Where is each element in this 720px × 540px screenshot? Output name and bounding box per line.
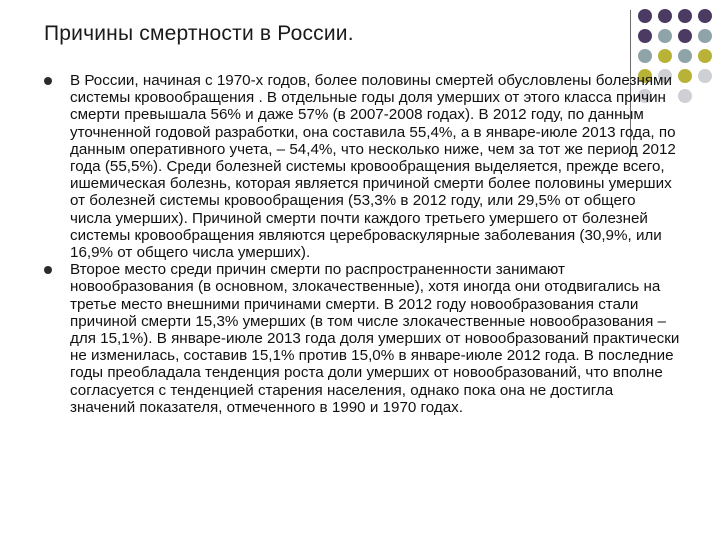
bullet-text: В России, начиная с 1970-х годов, более половины смертей обусловлены болезнями системы кровообращения . В отдельные годы доля умерших от этого класса причин смерти превышала 56% и даже 57% (в 2007-2008 годах). В 2012 году, по данным уточненной годовой разработки, она составила 55,4%, а в январе-июле 2013 года, по данным оперативного учета, – 54,4%, что несколько ниже, чем за тот же период 2012 года (55,5%). Среди болезней системы кровообращения выделяется, прежде всего, ишемическая болезнь, которая является причиной смерти более половины умерших от болезней системы кровообращения (53,3% в 2012 году, или 29,5% от общего числа умерших). Причиной смерти почти каждого третьего умершего от болезней системы кровообращения являются цереброваскулярные заболевания (30,9%, или 16,9% от общего числа умерших).: [70, 72, 676, 262]
bullet-icon: [44, 266, 52, 274]
bullet-icon: [44, 77, 52, 85]
slide-title: Причины смертности в России.: [44, 22, 354, 45]
decorative-dot: [658, 29, 672, 43]
decorative-dot: [658, 9, 672, 23]
decorative-dot: [678, 89, 692, 103]
decorative-dot: [678, 69, 692, 83]
decorative-dot: [658, 49, 672, 63]
decorative-dot: [698, 49, 712, 63]
decorative-dot: [698, 69, 712, 83]
decorative-dot: [698, 9, 712, 23]
slide-body: [44, 72, 680, 416]
decorative-dot: [678, 49, 692, 63]
decorative-dot: [678, 9, 692, 23]
decorative-dot: [698, 29, 712, 43]
bullet-item-cardiovascular: [44, 72, 680, 261]
bullet-text: Второе место среди причин смерти по распространенности занимают новообразования (в основном, злокачественные), хотя иногда они отодвигались на третье место внешними причинами смерти. В 2012 году новообразования стали причиной смерти 15,3% умерших (в том числе злокачественные новообразования – для 15,1%). В январе-июле 2013 года доля умерших от новообразований практически не изменилась, составив 15,1% против 15,0% в январе-июле 2012 года. В последние годы преобладала тенденция роста доли умерших от новообразований, что вполне согласуется с тенденцией старения населения, однако пока она не достигла значений показателя, отмеченного в 1990 и 1970 годах.: [70, 261, 680, 416]
decorative-dot: [638, 9, 652, 23]
bullet-item-neoplasms: [44, 261, 680, 416]
decorative-dot: [638, 49, 652, 63]
decorative-dot: [678, 29, 692, 43]
decorative-dot: [638, 29, 652, 43]
